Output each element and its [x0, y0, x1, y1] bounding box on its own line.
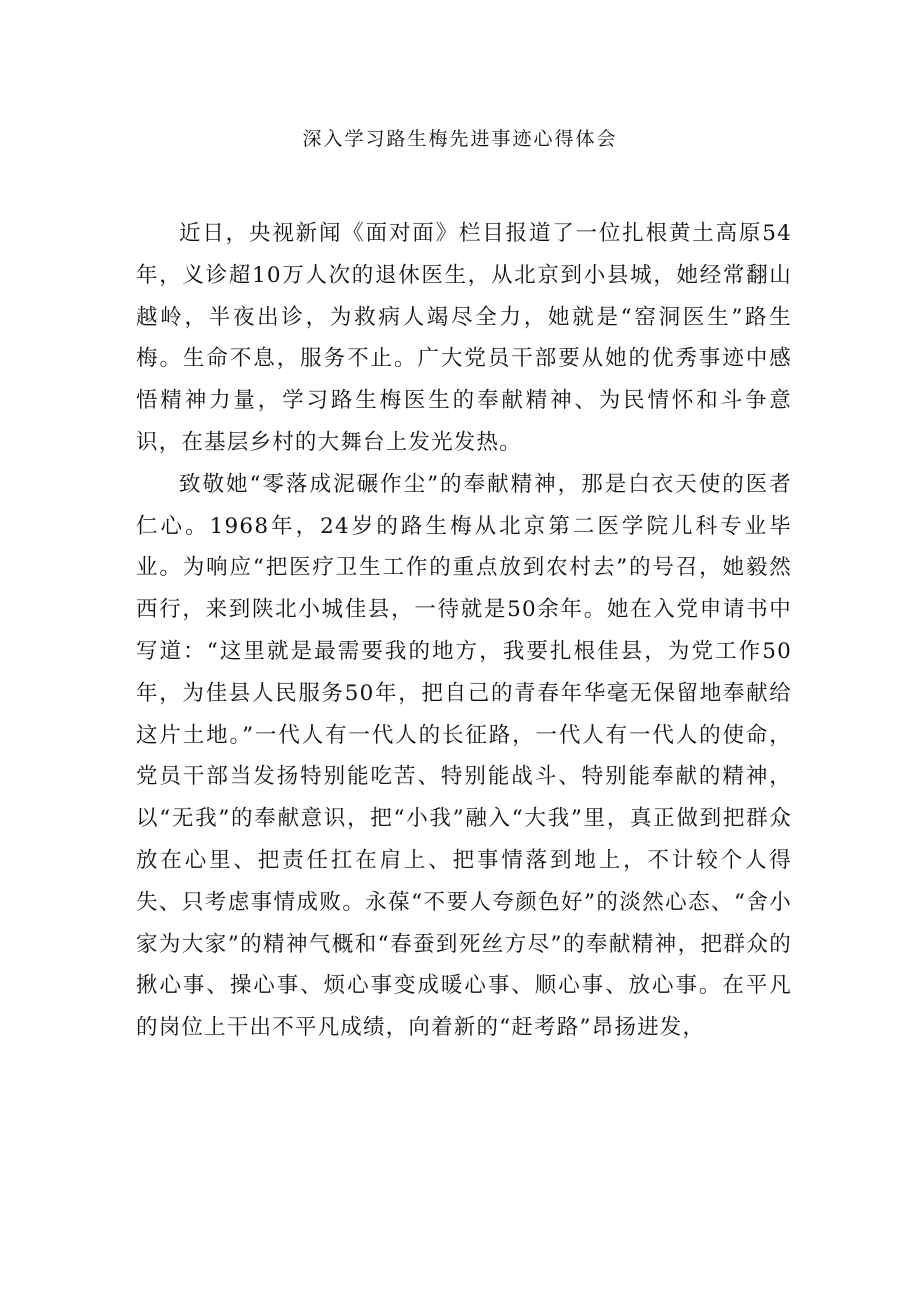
paragraph-2: 致敬她“零落成泥碾作尘”的奉献精神，那是白衣天使的医者仁心。1968年，24岁的路生梅从北京第二医学院儿科专业毕业。为响应“把医疗卫生工作的重点放到农村去”的号召，她毅然西行，来到陕北小城佳县，一待就是50余年。她在入党申请书中写道：“这里就是最需要我的地方，我要扎根佳县，为党工作50年，为佳县人民服务50年，把自己的青春年华毫无保留地奉献给这片土地。”一代人有一代人的长征路，一代人有一代人的使命，党员干部当发扬特别能吃苦、特别能战斗、特别能奉献的精神，以“无我”的奉献意识，把“小我”融入“大我”里，真正做到把群众放在心里、把责任扛在肩上、把事情落到地上，不计较个人得失、只考虑事情成败。永葆“不要人夸颜色好”的淡然心态、“舍小家为大家”的精神气概和“春蚕到死丝方尽”的奉献精神，把群众的揪心事、操心事、烦心事变成暖心事、顺心事、放心事。在平凡的岗位上干出不平凡成绩，向着新的“赶考路”昂扬进发，	[136, 471, 792, 1041]
document-title: 深入学习路生梅先进事迹心得体会	[302, 128, 618, 150]
document-body	[136, 213, 792, 1049]
paragraph-1: 近日，央视新闻《面对面》栏目报道了一位扎根黄土高原54年，义诊超10万人次的退休医生，从北京到小县城，她经常翻山越岭，半夜出诊，为救病人竭尽全力，她就是“窑洞医生”路生梅。生命不息，服务不止。广大党员干部要从她的优秀事迹中感悟精神力量，学习路生梅医生的奉献精神、为民情怀和斗争意识，在基层乡村的大舞台上发光发热。	[136, 221, 792, 455]
